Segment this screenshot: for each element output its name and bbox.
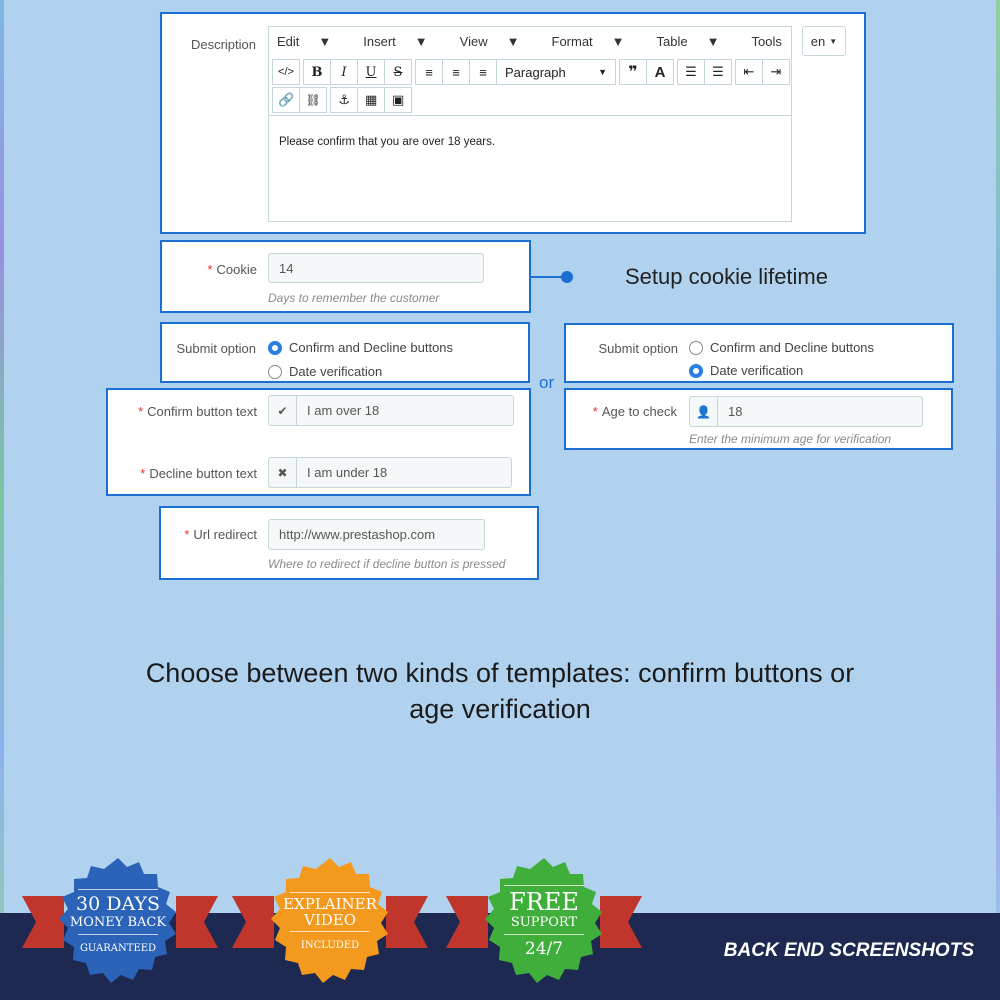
- toolbar-row-1: [272, 59, 789, 85]
- badge-2-line-2: VIDEO: [303, 911, 357, 929]
- numbered-list-icon[interactable]: ☰: [704, 59, 732, 85]
- badge-3-line-2: SUPPORT: [510, 915, 578, 930]
- badge-2-line-3: INCLUDED: [300, 940, 360, 951]
- paragraph-format-select[interactable]: Paragraph ▼: [496, 59, 616, 85]
- menu-insert[interactable]: Insert ▼: [363, 33, 428, 49]
- submit-option-panel-left: [160, 322, 530, 383]
- badge-3-line-1: FREE: [509, 888, 579, 916]
- url-redirect-panel: [159, 506, 539, 580]
- radio-date-verification-right[interactable]: Date verification: [689, 363, 803, 378]
- cookie-label: * Cookie: [207, 262, 257, 277]
- cookie-help: Days to remember the customer: [268, 291, 440, 305]
- callout-dot: [561, 271, 573, 283]
- video-icon[interactable]: ▦: [357, 87, 385, 113]
- confirm-button-text-input[interactable]: ✔ I am over 18: [268, 395, 514, 426]
- align-center-icon[interactable]: ≡: [442, 59, 470, 85]
- cookie-panel: [160, 240, 531, 313]
- description-panel: [160, 12, 866, 234]
- decline-button-text-input[interactable]: ✖ I am under 18: [268, 457, 512, 488]
- badge-3-line-3: 24/7: [524, 939, 564, 959]
- submit-option-label: Submit option: [176, 341, 256, 356]
- menu-tools[interactable]: Tools: [751, 33, 782, 49]
- rich-text-editor: [268, 26, 792, 222]
- right-edge-gradient: [996, 0, 1000, 1000]
- menu-view[interactable]: View ▼: [459, 33, 520, 49]
- blockquote-icon[interactable]: ❞: [619, 59, 647, 85]
- submit-option-panel-right: [564, 323, 954, 383]
- radio-confirm-decline[interactable]: Confirm and Decline buttons: [268, 340, 453, 355]
- outdent-icon[interactable]: ⇤: [735, 59, 763, 85]
- menu-format[interactable]: Format ▼: [551, 33, 625, 49]
- age-to-check-help: Enter the minimum age for verification: [689, 432, 892, 446]
- radio-dot-selected: [689, 364, 703, 378]
- badge-1-line-2: MONEY BACK: [69, 915, 167, 930]
- align-right-icon[interactable]: ≡: [469, 59, 497, 85]
- indent-icon[interactable]: ⇥: [762, 59, 790, 85]
- user-icon: 👤: [690, 397, 718, 426]
- strikethrough-icon[interactable]: S: [384, 59, 412, 85]
- submit-option-label-right: Submit option: [598, 341, 678, 356]
- menu-table[interactable]: Table ▼: [656, 33, 720, 49]
- radio-dot: [689, 341, 703, 355]
- bullet-list-icon[interactable]: ☰: [677, 59, 705, 85]
- or-text: or: [539, 373, 555, 392]
- source-code-icon[interactable]: </>: [272, 59, 300, 85]
- url-redirect-help: Where to redirect if decline button is pressed: [268, 557, 506, 571]
- caption: [0, 655, 1000, 727]
- badge-money-back: [55, 858, 181, 984]
- button-text-panel: [106, 388, 531, 496]
- badge-2-line-1: EXPLAINER: [283, 895, 377, 913]
- confirm-button-text-label: * Confirm button text: [138, 404, 257, 419]
- language-select[interactable]: en ▼: [802, 26, 846, 56]
- caption-line-2: age verification: [409, 694, 591, 724]
- text-color-icon[interactable]: A: [646, 59, 674, 85]
- radio-dot-selected: [268, 341, 282, 355]
- align-left-icon[interactable]: ≡: [415, 59, 443, 85]
- check-icon: ✔: [269, 396, 297, 425]
- callout-text: Setup cookie lifetime: [625, 264, 828, 289]
- close-icon: ✖: [269, 458, 297, 487]
- editor-menubar: [269, 27, 791, 55]
- footer-text: BACK END SCREENSHOTS: [723, 940, 974, 961]
- decline-button-text-label: * Decline button text: [140, 466, 257, 481]
- cookie-input[interactable]: 14: [268, 253, 484, 283]
- left-edge-gradient: [0, 0, 4, 1000]
- badge-free-support: [481, 858, 607, 984]
- italic-icon[interactable]: I: [330, 59, 358, 85]
- url-redirect-label: * Url redirect: [184, 527, 257, 542]
- editor-content-area[interactable]: [269, 115, 791, 221]
- underline-icon[interactable]: U: [357, 59, 385, 85]
- age-to-check-input[interactable]: 👤 18: [689, 396, 923, 427]
- bold-icon[interactable]: B: [303, 59, 331, 85]
- editor-content-text: Please confirm that you are over 18 years.: [279, 136, 496, 148]
- anchor-icon[interactable]: ⚓: [330, 87, 358, 113]
- description-label: Description: [190, 37, 256, 52]
- link-icon[interactable]: 🔗: [272, 87, 300, 113]
- age-to-check-label: * Age to check: [592, 404, 677, 419]
- badge-1-line-3: GUARANTEED: [79, 943, 157, 954]
- radio-confirm-decline-right[interactable]: Confirm and Decline buttons: [689, 340, 874, 355]
- url-redirect-input[interactable]: http://www.prestashop.com: [268, 519, 485, 550]
- radio-dot: [268, 365, 282, 379]
- toolbar-row-2: [272, 87, 411, 113]
- menu-edit[interactable]: Edit ▼: [277, 33, 332, 49]
- image-icon[interactable]: ▣: [384, 87, 412, 113]
- caption-line-1: Choose between two kinds of templates: confirm buttons or: [145, 658, 855, 688]
- unlink-icon[interactable]: ⛓: [299, 87, 327, 113]
- age-to-check-panel: [564, 388, 953, 450]
- radio-date-verification[interactable]: Date verification: [268, 364, 382, 379]
- badge-explainer-video: [267, 858, 393, 984]
- badge-1-line-1: 30 DAYS: [76, 893, 160, 915]
